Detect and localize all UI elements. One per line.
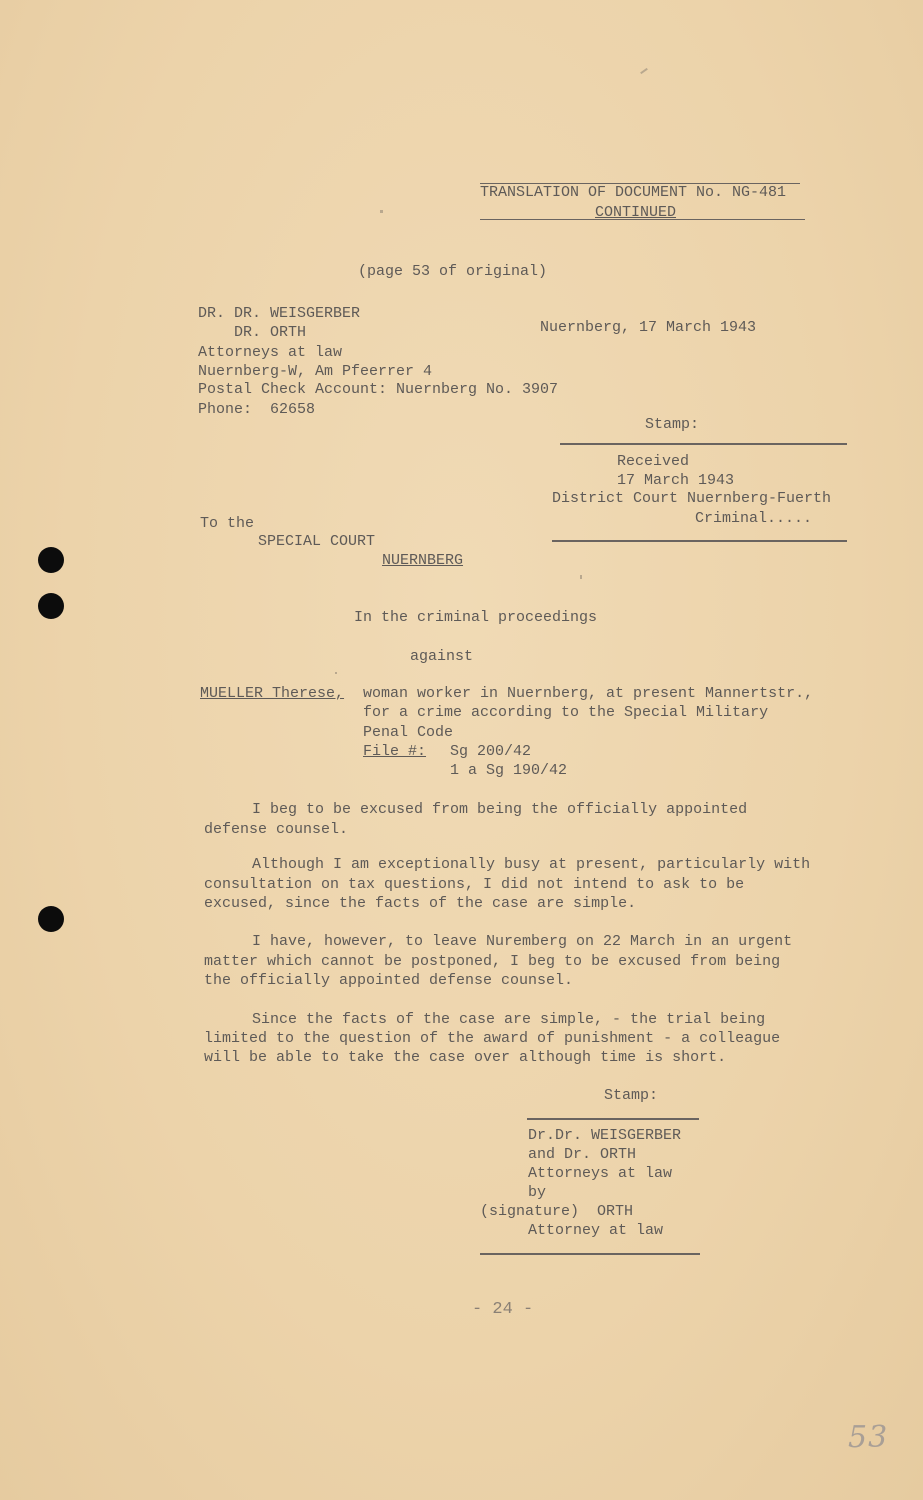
signature-signer: (signature) ORTH <box>480 1203 634 1220</box>
case-heading: In the criminal proceedings <box>354 609 598 626</box>
received-stamp-court: District Court Nuernberg-Fuerth <box>552 490 832 507</box>
paragraph-4-line-2: limited to the question of the award of punishment - a colleague <box>204 1030 781 1047</box>
paper-speck <box>580 575 582 579</box>
addressee-city: NUERNBERG <box>382 552 464 569</box>
document-title-continued: CONTINUED <box>595 204 677 221</box>
document-title: TRANSLATION OF DOCUMENT No. NG-481 <box>480 184 787 201</box>
paragraph-3-line-3: the officially appointed defense counsel. <box>204 972 574 989</box>
paragraph-1-line-2: defense counsel. <box>204 821 349 838</box>
paragraph-4-line-3: will be able to take the case over although time is short. <box>204 1049 727 1066</box>
file-number-1: Sg 200/42 <box>450 743 532 760</box>
defendant-description-3: Penal Code <box>363 724 454 741</box>
paragraph-2-line-1: Although I am exceptionally busy at present, particularly with <box>252 856 811 873</box>
letterhead-partner: DR. ORTH <box>234 324 307 341</box>
page-number: - 24 - <box>472 1300 534 1319</box>
paragraph-4-line-1: Since the facts of the case are simple, - the trial being <box>252 1011 766 1028</box>
signature-partner: and Dr. ORTH <box>528 1146 637 1163</box>
header-rule-bottom <box>480 219 805 220</box>
paper-speck <box>335 672 337 674</box>
letterhead-firm: DR. DR. WEISGERBER <box>198 305 361 322</box>
received-stamp-rule-top <box>560 443 847 445</box>
paper-speck <box>380 210 383 213</box>
letterhead-postal-account: Postal Check Account: Nuernberg No. 3907 <box>198 381 559 398</box>
page-reference: (page 53 of original) <box>358 263 548 280</box>
defendant-name: MUELLER Therese, <box>200 685 345 702</box>
paragraph-1-line-1: I beg to be excused from being the officially appointed <box>252 801 748 818</box>
punch-hole-bottom <box>38 906 64 932</box>
file-label: File #: <box>363 743 427 760</box>
signature-stamp-label: Stamp: <box>604 1087 659 1104</box>
handwritten-page-mark: 53 <box>848 1420 889 1455</box>
punch-hole-middle <box>38 593 64 619</box>
defendant-description-2: for a crime according to the Special Military <box>363 704 769 721</box>
punch-hole-top <box>38 547 64 573</box>
signature-stamp-rule-bottom <box>480 1253 700 1255</box>
letterhead-address: Nuernberg-W, Am Pfeerrer 4 <box>198 363 433 380</box>
received-stamp-line: Received <box>617 453 690 470</box>
signature-stamp-rule-top <box>527 1118 699 1120</box>
addressee-to: To the <box>200 515 255 532</box>
signature-firm: Dr.Dr. WEISGERBER <box>528 1127 682 1144</box>
file-number-2: 1 a Sg 190/42 <box>450 762 568 779</box>
letterhead-profession: Attorneys at law <box>198 344 343 361</box>
signature-profession: Attorneys at law <box>528 1165 673 1182</box>
paragraph-3-line-2: matter which cannot be postponed, I beg to be excused from being <box>204 953 781 970</box>
letter-place-date: Nuernberg, 17 March 1943 <box>540 319 757 336</box>
letterhead-phone: Phone: 62658 <box>198 401 316 418</box>
addressee-court: SPECIAL COURT <box>258 533 376 550</box>
received-stamp-rule-bottom <box>552 540 847 542</box>
defendant-description-1: woman worker in Nuernberg, at present Mannertstr., <box>363 685 814 702</box>
signature-by: by <box>528 1184 547 1201</box>
paragraph-2-line-2: consultation on tax questions, I did not intend to ask to be <box>204 876 745 893</box>
paragraph-3-line-1: I have, however, to leave Nuremberg on 22 March in an urgent <box>252 933 793 950</box>
paragraph-2-line-3: excused, since the facts of the case are simple. <box>204 895 637 912</box>
signature-title: Attorney at law <box>528 1222 664 1239</box>
received-stamp-division: Criminal..... <box>695 510 813 527</box>
paper-speck <box>640 68 648 74</box>
received-stamp-date: 17 March 1943 <box>617 472 735 489</box>
case-against: against <box>410 648 474 665</box>
received-stamp-label: Stamp: <box>645 416 700 433</box>
